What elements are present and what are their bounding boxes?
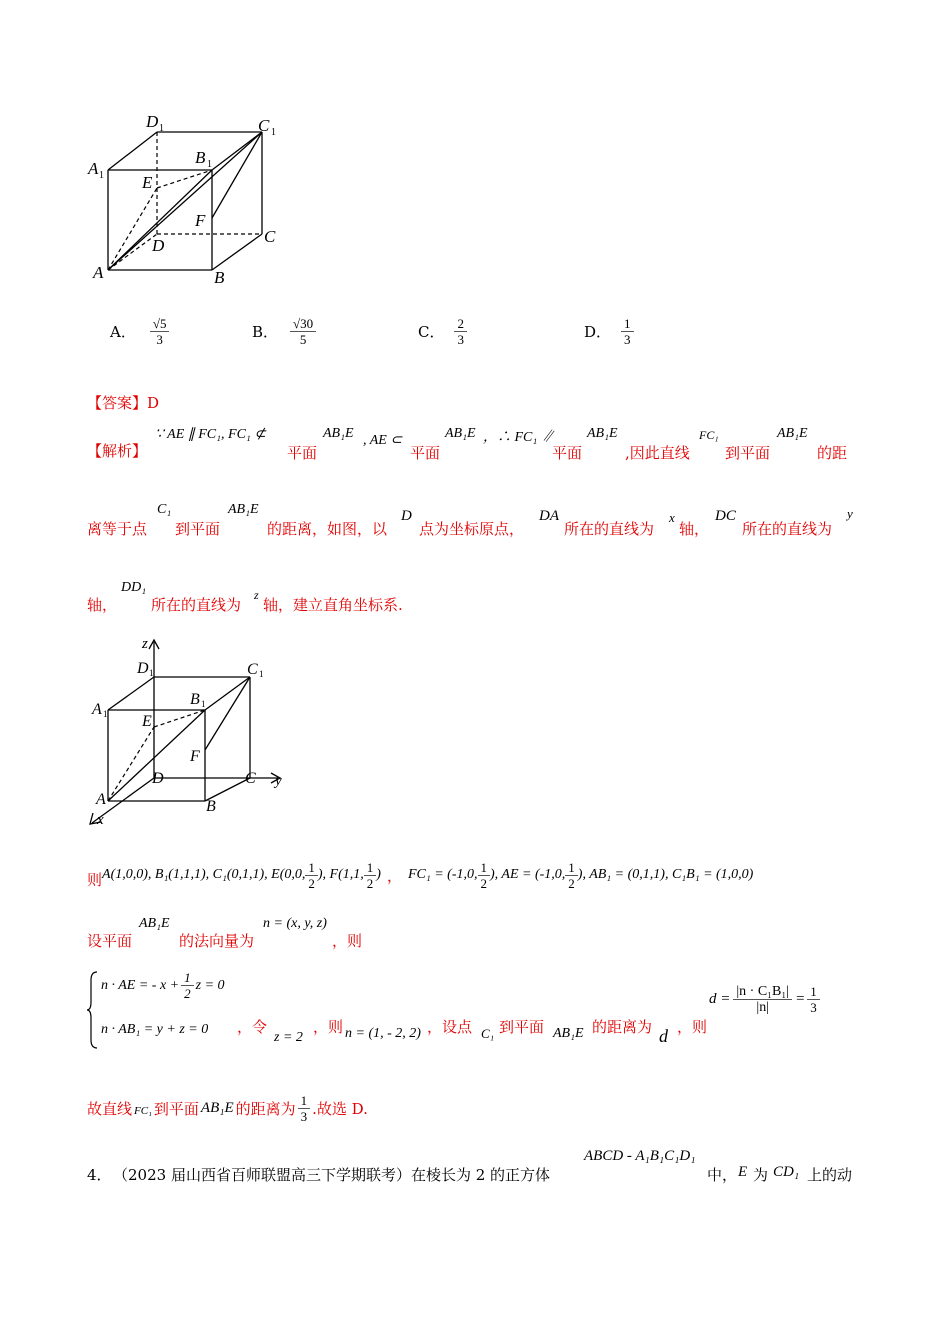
analysis2-text-1: 离等于点	[87, 520, 148, 538]
label-C: C	[264, 227, 276, 246]
option-b-den: 5	[299, 331, 307, 347]
system-text-2: ，则	[313, 1018, 344, 1036]
option-c	[418, 309, 467, 353]
question-4-math-2: E	[738, 1164, 748, 1180]
label-A1: A	[88, 159, 99, 178]
system-row-2: n · AB₁ = y + z = 0	[101, 1022, 209, 1037]
option-d-den: 3	[624, 331, 631, 347]
distance-d: d =	[709, 991, 731, 1007]
question-4-math-3: CD₁	[773, 1164, 800, 1180]
analysis-line-2	[87, 502, 867, 542]
normal-text-3: ，则	[332, 932, 363, 950]
analysis2-text-2: 到平面	[175, 520, 221, 538]
distance-res-den: 3	[810, 1000, 817, 1015]
analysis-text-2: 平面	[410, 444, 441, 462]
brace-icon	[87, 970, 99, 1050]
normal-line	[87, 914, 487, 954]
label-A: A	[93, 263, 104, 282]
conclusion-text-4: .故选 D.	[312, 1099, 368, 1118]
analysis3-text-3: 轴，建立直角坐标系.	[263, 596, 403, 614]
conclusion-num: 1	[298, 1093, 311, 1109]
option-d-num: 1	[621, 316, 634, 332]
conclusion-text-2: 到平面	[153, 1099, 199, 1118]
conclusion-text-3: 的距离为	[235, 1099, 296, 1118]
analysis3-text-2: 所在的直线为	[151, 596, 242, 614]
normal-text-1: 设平面	[87, 932, 133, 950]
conclusion-math-2: AB₁E	[200, 1099, 234, 1116]
label2-C1-sub: 1	[259, 669, 264, 679]
coords-math-2: ), F(1,1,	[317, 867, 364, 882]
analysis2-text-5: 所在的直线为	[564, 520, 655, 538]
coords-math-6: ), AB₁ = (0,1,1), C₁B₁ = (1,0,0)	[577, 867, 754, 882]
distance-formula	[709, 984, 820, 1015]
system-half-num: 1	[181, 970, 194, 986]
analysis3-math-1: DD₁	[121, 580, 147, 595]
system-half-den: 2	[184, 986, 191, 1001]
normal-math-2: n = (x, y, z)	[263, 916, 327, 931]
label2-B: B	[206, 798, 216, 815]
analysis2-math-4: DA	[539, 508, 559, 524]
label-D: D	[152, 236, 165, 255]
label2-C: C	[245, 770, 256, 787]
system-math-3: C₁	[481, 1026, 495, 1041]
analysis-text-6: 的距	[817, 444, 848, 462]
analysis2-text-3: 的距离，如图，以	[267, 520, 388, 538]
analysis2-math-6: DC	[715, 508, 736, 524]
analysis3-text-1: 轴，	[87, 596, 118, 614]
label-C1: C	[258, 116, 270, 135]
label-z: z	[142, 636, 148, 652]
label2-D1-sub: 1	[149, 668, 154, 678]
analysis2-math-5: x	[669, 510, 675, 525]
option-b-num: √30	[290, 316, 316, 332]
system-text-6: ，则	[677, 1018, 708, 1036]
label-B1-sub: 1	[207, 159, 212, 170]
option-d-letter: D．	[584, 322, 612, 341]
analysis-text-4: ,因此直线	[625, 444, 690, 462]
half-den-2: 2	[366, 875, 374, 891]
label-D1-sub: 1	[159, 123, 164, 134]
label2-B1: B	[190, 691, 200, 708]
label-B: B	[214, 268, 225, 287]
normal-text-2: 的法向量为	[179, 932, 255, 950]
label-B1: B	[195, 148, 206, 167]
analysis-math-8: AB₁E	[777, 426, 808, 441]
analysis2-text-6: 轴，	[679, 520, 710, 538]
label2-D: D	[152, 770, 164, 787]
analysis2-text-7: 所在的直线为	[742, 520, 833, 538]
analysis-text-5: 到平面	[725, 444, 771, 462]
system-row-1b: z = 0	[195, 977, 225, 993]
question-4-text-2: 中，	[707, 1166, 738, 1184]
label-D1: D	[146, 112, 159, 131]
system-row-1a: n · AE = - x +	[101, 977, 180, 993]
analysis2-math-3: D	[401, 508, 412, 524]
system-math-4: AB₁E	[553, 1026, 584, 1041]
analysis-text-3: 平面	[552, 444, 583, 462]
label2-A: A	[96, 791, 106, 808]
normal-math-1: AB₁E	[139, 916, 170, 931]
label2-B1-sub: 1	[201, 699, 206, 709]
question-4-text-1: （2023 届山西省百师联盟高三下学期联考）在棱长为 2 的正方体	[113, 1166, 551, 1184]
coords-text-2: ，	[386, 866, 402, 885]
question-4-text-3: 为	[753, 1166, 769, 1184]
coords-math-5: ), AE = (-1,0,	[490, 867, 566, 882]
question-4-math-1: ABCD - A₁B₁C₁D₁	[584, 1148, 696, 1164]
analysis-math-7: FC₁	[699, 428, 719, 442]
system-text-1: ，令	[237, 1018, 268, 1036]
half-num-2: 1	[364, 860, 377, 876]
option-b-letter: B．	[252, 322, 279, 341]
label-A1-sub: 1	[99, 170, 104, 181]
option-b	[252, 309, 316, 353]
label2-E: E	[142, 713, 152, 730]
answer-value: D	[147, 394, 160, 412]
analysis-math-1: ∵ AE ∥ FC₁, FC₁ ⊄	[155, 427, 267, 442]
label2-F: F	[190, 748, 200, 765]
system-math-5: d	[659, 1026, 668, 1046]
cube-figure-2	[82, 630, 297, 830]
coords-line	[87, 850, 867, 900]
coords-math-1: A(1,0,0), B₁(1,1,1), C₁(0,1,1), E(0,0,	[102, 867, 306, 882]
option-a	[110, 309, 169, 353]
question-4	[87, 1146, 867, 1186]
analysis2-math-7: y	[847, 506, 853, 521]
question-4-number: 4．	[87, 1166, 112, 1184]
option-a-num: √5	[150, 316, 170, 332]
analysis-line-3	[87, 578, 587, 618]
question-4-text-4: 上的动	[807, 1166, 853, 1184]
system-text-4: 到平面	[499, 1018, 545, 1036]
system-line	[87, 966, 867, 1056]
distance-eq: =	[795, 991, 806, 1007]
label-y: y	[275, 773, 282, 789]
option-a-letter: A．	[110, 322, 136, 341]
label2-D1: D	[137, 660, 149, 677]
analysis-line-1	[87, 424, 857, 464]
analysis-math-6: AB₁E	[587, 426, 618, 441]
conclusion-text-1: 故直线	[87, 1099, 133, 1118]
distance-num: |n · C₁B₁|	[733, 984, 792, 1000]
conclusion-math-1: FC₁	[134, 1105, 152, 1117]
coords-math-4: FC₁ = (-1,0,	[407, 867, 478, 882]
analysis2-math-1: C₁	[157, 502, 172, 517]
label-F: F	[195, 211, 206, 230]
analysis-math-3: , AE ⊂	[363, 433, 403, 448]
option-c-letter: C．	[418, 322, 445, 341]
system-math-1: z = 2	[274, 1030, 303, 1045]
coords-math-3: )	[376, 867, 381, 882]
analysis-math-2: AB₁E	[323, 426, 354, 441]
system-text-5: 的距离为	[592, 1018, 653, 1036]
analysis-tag: 【解析】	[87, 442, 148, 460]
option-c-num: 2	[454, 316, 467, 332]
answer-line	[87, 392, 159, 413]
half-num-4: 1	[565, 860, 578, 876]
coords-text-1: 则	[87, 870, 103, 889]
label2-C1: C	[247, 661, 258, 678]
conclusion-den: 3	[300, 1108, 308, 1124]
label-E: E	[142, 173, 153, 192]
system-text-3: ，设点	[427, 1018, 473, 1036]
cube-figure-1	[80, 108, 290, 288]
distance-res-num: 1	[807, 984, 820, 1000]
analysis2-text-4: 点为坐标原点，	[419, 520, 525, 538]
analysis-math-5: ，∴ FC₁ ∥	[483, 430, 555, 445]
system-math-2: n = (1, - 2, 2)	[345, 1026, 421, 1041]
label2-A1-sub: 1	[103, 709, 108, 719]
distance-den: |n|	[756, 1000, 770, 1015]
label2-A1: A	[92, 701, 102, 718]
label-x: x	[97, 812, 104, 828]
answer-tag: 【答案】	[87, 394, 148, 412]
conclusion-line	[87, 1086, 368, 1130]
analysis3-math-2: z	[254, 588, 259, 602]
option-d	[584, 309, 634, 353]
half-den-4: 2	[568, 875, 575, 891]
analysis2-math-2: AB₁E	[228, 502, 259, 517]
label-C1-sub: 1	[271, 127, 276, 138]
system-row-1	[101, 970, 225, 1001]
option-c-den: 3	[457, 331, 464, 347]
half-den-1: 2	[308, 875, 315, 891]
half-den-3: 2	[480, 875, 487, 891]
analysis-text-1: 平面	[287, 444, 318, 462]
option-a-den: 3	[156, 331, 163, 347]
half-num-1: 1	[305, 860, 318, 876]
analysis-math-4: AB₁E	[445, 426, 476, 441]
half-num-3: 1	[478, 860, 491, 876]
